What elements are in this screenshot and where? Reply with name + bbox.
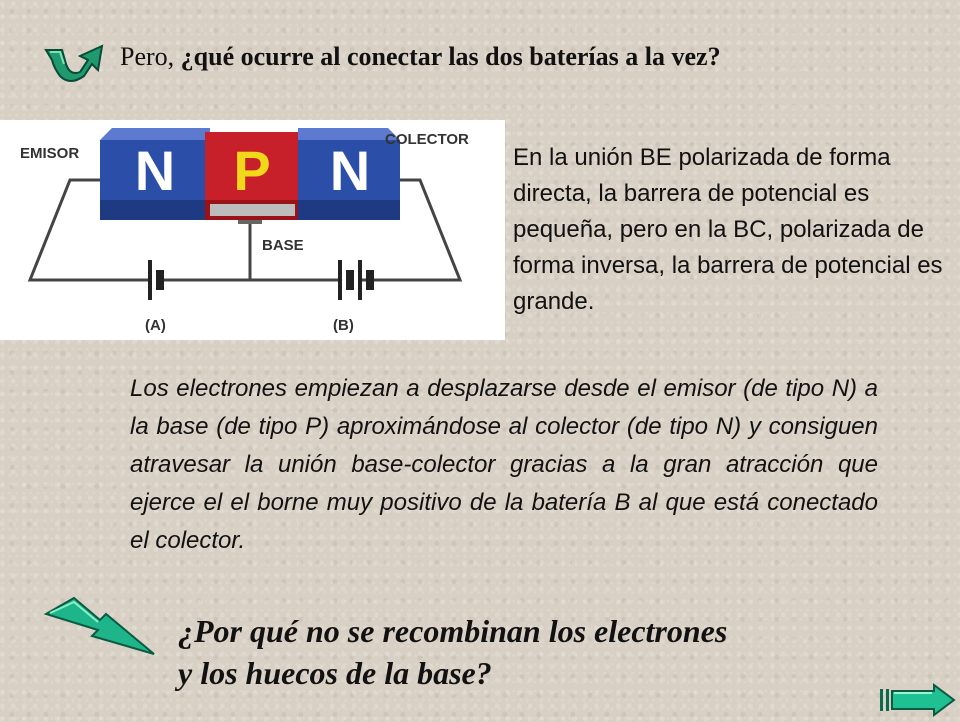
base-label: BASE	[262, 237, 304, 254]
colector-label: COLECTOR	[385, 131, 469, 148]
back-arrow-icon[interactable]	[40, 42, 106, 84]
block-letter-n2: N	[329, 139, 371, 202]
battery-a-icon	[150, 260, 160, 300]
battery-a-label: (A)	[145, 317, 166, 334]
page-title	[120, 42, 721, 72]
emisor-label: EMISOR	[20, 145, 80, 162]
npn-transistor-diagram	[0, 120, 505, 340]
body-paragraph: Los electrones empiezan a desplazarse desde el emisor (de tipo N) a la base (de tipo P) aproximándose al colector (de tipo N) y consiguen atravesar la unión base-colector gracias a la gran atracción que ejerce el el borne muy positivo de la batería B al que está conectado el colector.	[130, 375, 878, 554]
title-prefix: Pero,	[120, 42, 181, 71]
question-line-1: ¿Por qué no se recombinan los electrones	[178, 613, 728, 649]
block-letter-p: P	[233, 139, 271, 202]
battery-b-label: (B)	[333, 317, 354, 334]
explanation-text: En la unión BE polarizada de forma directa, la barrera de potencial es pequeña, pero en la BC, polarizada de forma inversa, la barrera de potencial es grande.	[513, 144, 943, 315]
lightning-icon	[44, 596, 156, 658]
question-line-2: y los huecos de la base?	[178, 655, 492, 691]
block-letter-n1: N	[134, 139, 176, 202]
next-button[interactable]	[878, 683, 956, 717]
title-question: ¿qué ocurre al conectar las dos baterías a la vez?	[180, 42, 721, 71]
question-text	[178, 610, 878, 694]
next-arrow-icon	[878, 683, 956, 717]
